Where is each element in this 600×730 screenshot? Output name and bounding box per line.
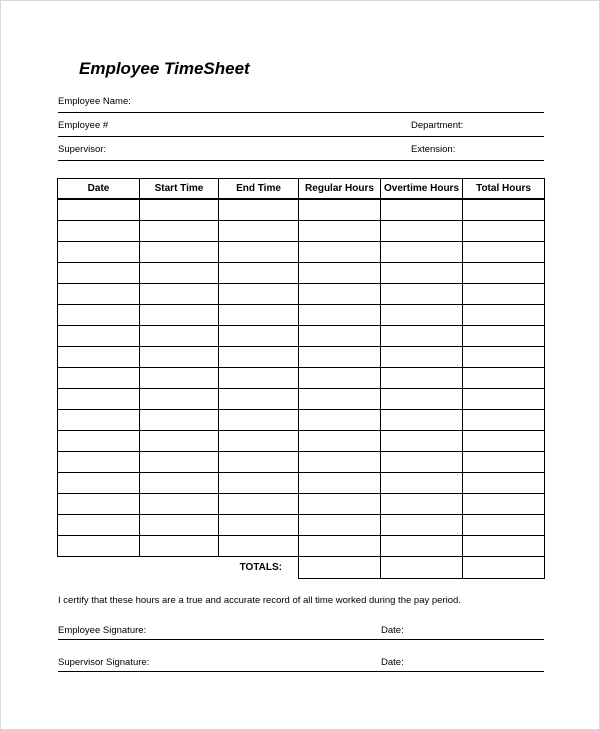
table-row bbox=[58, 494, 545, 515]
end-time-cell[interactable] bbox=[219, 515, 299, 536]
total-hours-cell[interactable] bbox=[463, 452, 545, 473]
table-row bbox=[58, 347, 545, 368]
total-hours-cell[interactable] bbox=[463, 515, 545, 536]
table-row bbox=[58, 431, 545, 452]
overtime-hours-cell[interactable] bbox=[381, 242, 463, 263]
department-label: Department: bbox=[411, 120, 464, 131]
totals-total-hours-cell[interactable] bbox=[463, 557, 545, 579]
end-time-cell[interactable] bbox=[219, 410, 299, 431]
start-time-cell[interactable] bbox=[140, 452, 219, 473]
overtime-hours-cell[interactable] bbox=[381, 368, 463, 389]
end-time-cell[interactable] bbox=[219, 494, 299, 515]
regular-hours-cell[interactable] bbox=[299, 263, 381, 284]
header-overtime-hours: Overtime Hours bbox=[381, 179, 463, 200]
header-total-hours: Total Hours bbox=[463, 179, 545, 200]
overtime-hours-cell[interactable] bbox=[381, 305, 463, 326]
regular-hours-cell[interactable] bbox=[299, 326, 381, 347]
employee-signature-row[interactable] bbox=[58, 622, 544, 640]
overtime-hours-cell[interactable] bbox=[381, 199, 463, 221]
regular-hours-cell[interactable] bbox=[299, 305, 381, 326]
employee-date-label: Date: bbox=[381, 625, 404, 636]
date-cell[interactable] bbox=[58, 494, 140, 515]
supervisor-label: Supervisor: bbox=[58, 144, 107, 155]
supervisor-date-label: Date: bbox=[381, 657, 404, 668]
table-row bbox=[58, 284, 545, 305]
supervisor-row bbox=[58, 137, 544, 161]
start-time-cell[interactable] bbox=[140, 473, 219, 494]
end-time-cell[interactable] bbox=[219, 389, 299, 410]
overtime-hours-cell[interactable] bbox=[381, 410, 463, 431]
total-hours-cell[interactable] bbox=[463, 199, 545, 221]
overtime-hours-cell[interactable] bbox=[381, 431, 463, 452]
start-time-cell[interactable] bbox=[140, 389, 219, 410]
certification-text: I certify that these hours are a true and accurate record of all time worked during the pay period. bbox=[58, 595, 461, 606]
table-row bbox=[58, 536, 545, 557]
overtime-hours-cell[interactable] bbox=[381, 326, 463, 347]
start-time-cell[interactable] bbox=[140, 305, 219, 326]
regular-hours-cell[interactable] bbox=[299, 242, 381, 263]
total-hours-cell[interactable] bbox=[463, 473, 545, 494]
table-row bbox=[58, 263, 545, 284]
date-cell[interactable] bbox=[58, 431, 140, 452]
regular-hours-cell[interactable] bbox=[299, 473, 381, 494]
start-time-cell[interactable] bbox=[140, 515, 219, 536]
table-row bbox=[58, 515, 545, 536]
supervisor-signature-label: Supervisor Signature: bbox=[58, 657, 150, 668]
regular-hours-cell[interactable] bbox=[299, 368, 381, 389]
date-cell[interactable] bbox=[58, 452, 140, 473]
totals-row bbox=[58, 557, 545, 579]
end-time-cell[interactable] bbox=[219, 305, 299, 326]
header-regular-hours: Regular Hours bbox=[299, 179, 381, 200]
regular-hours-cell[interactable] bbox=[299, 452, 381, 473]
overtime-hours-cell[interactable] bbox=[381, 536, 463, 557]
regular-hours-cell[interactable] bbox=[299, 347, 381, 368]
overtime-hours-cell[interactable] bbox=[381, 263, 463, 284]
end-time-cell[interactable] bbox=[219, 368, 299, 389]
totals-spacer bbox=[58, 557, 140, 579]
employee-name-field[interactable] bbox=[58, 89, 544, 113]
end-time-cell[interactable] bbox=[219, 536, 299, 557]
table-row bbox=[58, 389, 545, 410]
date-cell[interactable] bbox=[58, 473, 140, 494]
end-time-cell[interactable] bbox=[219, 221, 299, 242]
total-hours-cell[interactable] bbox=[463, 242, 545, 263]
supervisor-signature-row[interactable] bbox=[58, 654, 544, 672]
end-time-cell[interactable] bbox=[219, 347, 299, 368]
employee-name-label: Employee Name: bbox=[58, 96, 131, 107]
extension-label: Extension: bbox=[411, 144, 456, 155]
table-row bbox=[58, 326, 545, 347]
overtime-hours-cell[interactable] bbox=[381, 515, 463, 536]
overtime-hours-cell[interactable] bbox=[381, 473, 463, 494]
end-time-cell[interactable] bbox=[219, 452, 299, 473]
start-time-cell[interactable] bbox=[140, 368, 219, 389]
start-time-cell[interactable] bbox=[140, 431, 219, 452]
total-hours-cell[interactable] bbox=[463, 368, 545, 389]
table-row bbox=[58, 452, 545, 473]
header-date: Date bbox=[58, 179, 140, 200]
date-cell[interactable] bbox=[58, 263, 140, 284]
total-hours-cell[interactable] bbox=[463, 284, 545, 305]
end-time-cell[interactable] bbox=[219, 326, 299, 347]
end-time-cell[interactable] bbox=[219, 242, 299, 263]
total-hours-cell[interactable] bbox=[463, 221, 545, 242]
total-hours-cell[interactable] bbox=[463, 494, 545, 515]
date-cell[interactable] bbox=[58, 347, 140, 368]
total-hours-cell[interactable] bbox=[463, 389, 545, 410]
date-cell[interactable] bbox=[58, 515, 140, 536]
total-hours-cell[interactable] bbox=[463, 536, 545, 557]
start-time-cell[interactable] bbox=[140, 242, 219, 263]
start-time-cell[interactable] bbox=[140, 536, 219, 557]
date-cell[interactable] bbox=[58, 284, 140, 305]
overtime-hours-cell[interactable] bbox=[381, 347, 463, 368]
regular-hours-cell[interactable] bbox=[299, 536, 381, 557]
end-time-cell[interactable] bbox=[219, 284, 299, 305]
date-cell[interactable] bbox=[58, 368, 140, 389]
regular-hours-cell[interactable] bbox=[299, 494, 381, 515]
employee-number-label: Employee # bbox=[58, 120, 109, 131]
table-row bbox=[58, 473, 545, 494]
end-time-cell[interactable] bbox=[219, 431, 299, 452]
page-title: Employee TimeSheet bbox=[79, 59, 250, 78]
start-time-cell[interactable] bbox=[140, 221, 219, 242]
overtime-hours-cell[interactable] bbox=[381, 284, 463, 305]
totals-regular-hours-cell[interactable] bbox=[299, 557, 381, 579]
total-hours-cell[interactable] bbox=[463, 263, 545, 284]
overtime-hours-cell[interactable] bbox=[381, 494, 463, 515]
date-cell[interactable] bbox=[58, 242, 140, 263]
date-cell[interactable] bbox=[58, 305, 140, 326]
regular-hours-cell[interactable] bbox=[299, 221, 381, 242]
regular-hours-cell[interactable] bbox=[299, 431, 381, 452]
date-cell[interactable] bbox=[58, 389, 140, 410]
total-hours-cell[interactable] bbox=[463, 431, 545, 452]
total-hours-cell[interactable] bbox=[463, 347, 545, 368]
overtime-hours-cell[interactable] bbox=[381, 221, 463, 242]
overtime-hours-cell[interactable] bbox=[381, 452, 463, 473]
table-row bbox=[58, 305, 545, 326]
total-hours-cell[interactable] bbox=[463, 410, 545, 431]
start-time-cell[interactable] bbox=[140, 494, 219, 515]
regular-hours-cell[interactable] bbox=[299, 284, 381, 305]
table-row bbox=[58, 242, 545, 263]
table-header-row bbox=[58, 179, 545, 200]
total-hours-cell[interactable] bbox=[463, 326, 545, 347]
totals-label: TOTALS: bbox=[239, 562, 282, 574]
header-end-time: End Time bbox=[219, 179, 299, 200]
regular-hours-cell[interactable] bbox=[299, 410, 381, 431]
regular-hours-cell[interactable] bbox=[299, 389, 381, 410]
end-time-cell[interactable] bbox=[219, 263, 299, 284]
totals-overtime-hours-cell[interactable] bbox=[381, 557, 463, 579]
start-time-cell[interactable] bbox=[140, 263, 219, 284]
end-time-cell[interactable] bbox=[219, 473, 299, 494]
date-cell[interactable] bbox=[58, 326, 140, 347]
employee-number-row bbox=[58, 113, 544, 137]
timesheet-table bbox=[57, 178, 545, 579]
date-cell[interactable] bbox=[58, 410, 140, 431]
table-row bbox=[58, 368, 545, 389]
employee-signature-label: Employee Signature: bbox=[58, 625, 147, 636]
date-cell[interactable] bbox=[58, 221, 140, 242]
header-start-time: Start Time bbox=[140, 179, 219, 200]
table-row bbox=[58, 410, 545, 431]
start-time-cell[interactable] bbox=[140, 326, 219, 347]
totals-spacer bbox=[140, 557, 219, 579]
table-row bbox=[58, 221, 545, 242]
overtime-hours-cell[interactable] bbox=[381, 389, 463, 410]
total-hours-cell[interactable] bbox=[463, 305, 545, 326]
table-body bbox=[58, 199, 545, 557]
end-time-cell[interactable] bbox=[219, 199, 299, 221]
table-row bbox=[58, 199, 545, 221]
date-cell[interactable] bbox=[58, 536, 140, 557]
regular-hours-cell[interactable] bbox=[299, 199, 381, 221]
start-time-cell[interactable] bbox=[140, 199, 219, 221]
start-time-cell[interactable] bbox=[140, 410, 219, 431]
regular-hours-cell[interactable] bbox=[299, 515, 381, 536]
date-cell[interactable] bbox=[58, 199, 140, 221]
start-time-cell[interactable] bbox=[140, 347, 219, 368]
start-time-cell[interactable] bbox=[140, 284, 219, 305]
